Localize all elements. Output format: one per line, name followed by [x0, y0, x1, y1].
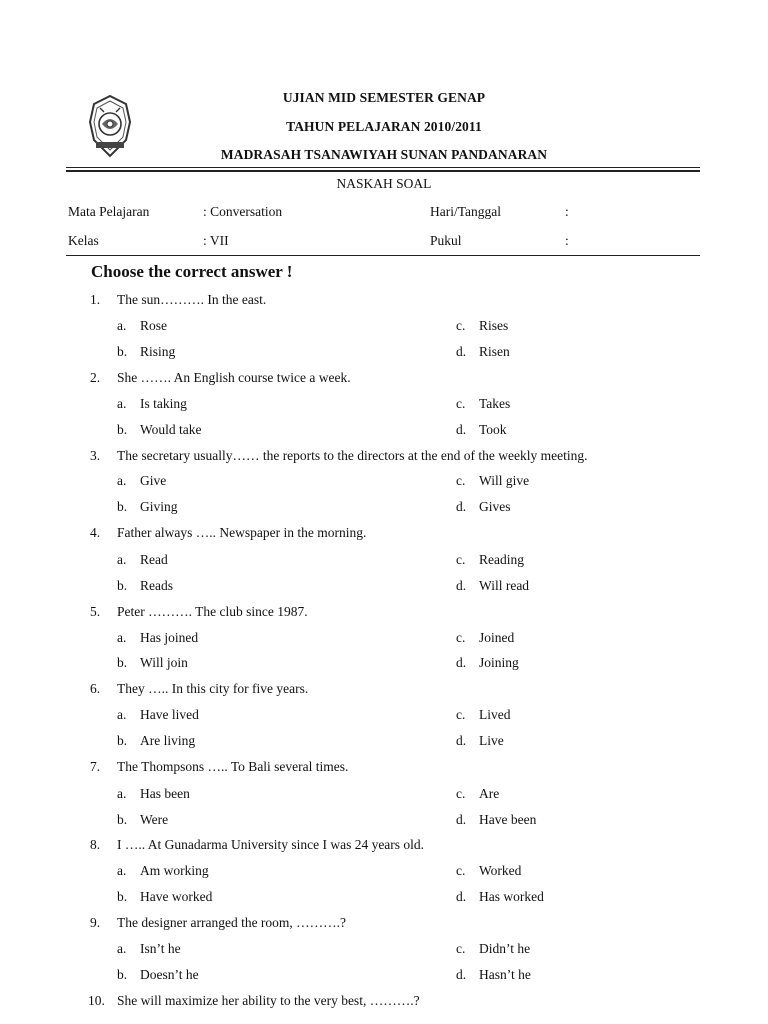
option-text: Am working: [140, 863, 209, 878]
question-stem: Father always ….. Newspaper in the morning.: [117, 525, 367, 540]
option-letter: b.: [117, 422, 128, 437]
option-text: Giving: [140, 499, 178, 514]
option-text: Reading: [479, 552, 524, 567]
header-divider-top: [66, 167, 700, 168]
option-letter: c.: [456, 863, 466, 878]
option-text: Give: [140, 473, 167, 488]
option-text: Have been: [479, 812, 537, 827]
option-letter: a.: [117, 552, 127, 567]
question-3: [0, 448, 768, 468]
option-text: Joining: [479, 655, 519, 670]
option-letter: c.: [456, 318, 466, 333]
question-stem: The secretary usually…… the reports to the directors at the end of the weekly meeting.: [117, 448, 588, 463]
option-text: Will join: [140, 655, 188, 670]
option-letter: a.: [117, 396, 127, 411]
question-6: [0, 681, 768, 701]
question-stem: They ….. In this city for five years.: [117, 681, 309, 696]
option-letter: b.: [117, 344, 128, 359]
option-text: Have lived: [140, 707, 199, 722]
option-text: Will read: [479, 578, 530, 593]
question-2: [0, 370, 768, 390]
option-text: Doesn’t he: [140, 967, 199, 982]
question-number: 3.: [90, 448, 101, 463]
option-text: Have worked: [140, 889, 213, 904]
option-text: Are living: [140, 733, 196, 748]
option-text: Reads: [140, 578, 173, 593]
option-text: Hasn’t he: [479, 967, 531, 982]
question-stem: I ….. At Gunadarma University since I was 24 years old.: [117, 837, 425, 852]
option-letter: b.: [117, 967, 128, 982]
option-text: Has been: [140, 786, 190, 801]
option-letter: a.: [117, 786, 127, 801]
option-letter: d.: [456, 499, 467, 514]
question-4: [0, 525, 768, 545]
question-number: 1.: [90, 292, 101, 307]
option-text: Are: [479, 786, 500, 801]
option-text: Read: [140, 552, 168, 567]
question-stem: She ……. An English course twice a week.: [117, 370, 351, 385]
option-text: Gives: [479, 499, 511, 514]
option-letter: d.: [456, 422, 467, 437]
option-letter: b.: [117, 578, 128, 593]
option-letter: c.: [456, 473, 466, 488]
option-text: Has joined: [140, 630, 199, 645]
school-name: MADRASAH TSANAWIYAH SUNAN PANDANARAN: [220, 147, 548, 162]
question-stem: Peter ………. The club since 1987.: [117, 604, 308, 619]
class-label: Kelas: [68, 233, 99, 248]
option-text: Joined: [479, 630, 515, 645]
option-text: Rising: [140, 344, 176, 359]
option-letter: a.: [117, 630, 127, 645]
option-letter: a.: [117, 941, 127, 956]
option-letter: c.: [456, 630, 466, 645]
question-5: [0, 604, 768, 624]
option-letter: d.: [456, 812, 467, 827]
question-stem: The sun………. In the east.: [117, 292, 267, 307]
option-letter: b.: [117, 655, 128, 670]
option-letter: d.: [456, 655, 467, 670]
option-text: Didn’t he: [479, 941, 531, 956]
option-text: Took: [479, 422, 507, 437]
question-stem: She will maximize her ability to the very best, ……….?: [117, 993, 420, 1008]
question-stem: The designer arranged the room, ……….?: [117, 915, 347, 930]
option-text: Rose: [140, 318, 167, 333]
option-letter: a.: [117, 707, 127, 722]
question-7: [0, 759, 768, 779]
option-letter: b.: [117, 812, 128, 827]
option-text: Is taking: [140, 396, 187, 411]
option-text: Worked: [479, 863, 522, 878]
question-number: 10.: [88, 993, 105, 1008]
option-text: Has worked: [479, 889, 544, 904]
option-letter: a.: [117, 318, 127, 333]
option-letter: c.: [456, 941, 466, 956]
option-text: Isn’t he: [140, 941, 181, 956]
option-letter: b.: [117, 889, 128, 904]
question-number: 4.: [90, 525, 101, 540]
question-8: [0, 837, 768, 857]
time-label: Pukul: [430, 233, 462, 248]
academic-year: TAHUN PELAJARAN 2010/2011: [286, 119, 482, 134]
option-letter: d.: [456, 578, 467, 593]
date-value: :: [565, 204, 569, 219]
question-number: 2.: [90, 370, 101, 385]
option-text: Lived: [479, 707, 511, 722]
option-text: Were: [140, 812, 169, 827]
header-divider-bottom: [66, 170, 700, 172]
question-10: [0, 993, 768, 1013]
option-text: Would take: [140, 422, 202, 437]
option-letter: d.: [456, 889, 467, 904]
subject-value: : Conversation: [203, 204, 283, 219]
document-type: NASKAH SOAL: [336, 176, 432, 191]
option-text: Rises: [479, 318, 509, 333]
option-letter: d.: [456, 733, 467, 748]
option-letter: b.: [117, 733, 128, 748]
question-stem: The Thompsons ….. To Bali several times.: [117, 759, 349, 774]
option-letter: a.: [117, 473, 127, 488]
class-value: : VII: [203, 233, 229, 248]
question-number: 8.: [90, 837, 101, 852]
question-1: [0, 292, 768, 312]
info-divider: [66, 255, 700, 256]
question-number: 9.: [90, 915, 101, 930]
option-text: Will give: [479, 473, 530, 488]
option-letter: c.: [456, 786, 466, 801]
question-number: 7.: [90, 759, 101, 774]
option-text: Risen: [479, 344, 510, 359]
subject-label: Mata Pelajaran: [68, 204, 150, 219]
date-label: Hari/Tanggal: [430, 204, 502, 219]
option-letter: a.: [117, 863, 127, 878]
question-9: [0, 915, 768, 935]
option-letter: c.: [456, 552, 466, 567]
option-text: Takes: [479, 396, 511, 411]
option-letter: d.: [456, 344, 467, 359]
question-number: 6.: [90, 681, 101, 696]
exam-title: UJIAN MID SEMESTER GENAP: [282, 90, 486, 105]
option-letter: c.: [456, 707, 466, 722]
question-number: 5.: [90, 604, 101, 619]
option-text: Live: [479, 733, 504, 748]
option-letter: c.: [456, 396, 466, 411]
option-letter: d.: [456, 967, 467, 982]
time-value: :: [565, 233, 569, 248]
option-letter: b.: [117, 499, 128, 514]
instructions-heading: Choose the correct answer !: [91, 262, 293, 281]
